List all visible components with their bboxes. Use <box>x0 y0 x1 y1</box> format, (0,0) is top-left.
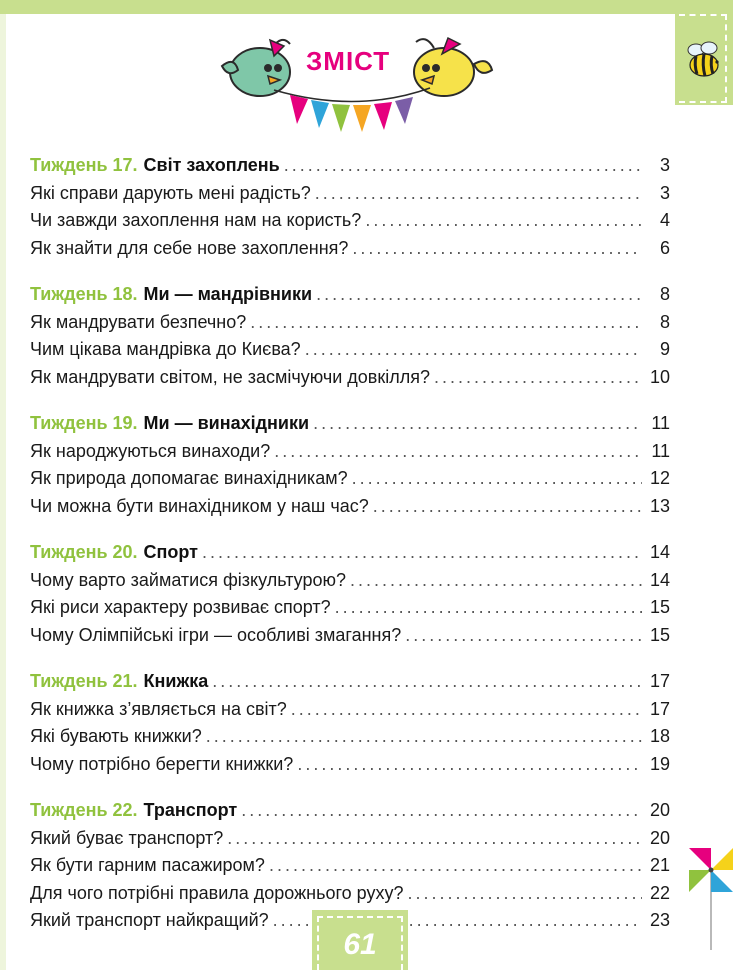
entry-text: Чи завжди захоплення нам на користь? <box>30 210 362 230</box>
entry-text: Який буває транспорт? <box>30 827 224 848</box>
toc-entry <box>30 309 670 337</box>
entry-text: Чому потрібно берегти книжки? <box>30 753 294 774</box>
entry-text: Чому варто займатися фізкультурою? <box>30 569 346 590</box>
page-ref: 17 <box>649 671 670 691</box>
toc-entry <box>30 723 670 751</box>
toc-week-heading <box>30 668 670 696</box>
toc-entry <box>30 235 670 263</box>
toc-entry <box>30 336 670 364</box>
page-ref: 19 <box>649 753 670 774</box>
entry-text: Як бути гарним пасажиром? <box>30 855 265 875</box>
dot-leader <box>269 852 642 880</box>
bee-icon <box>682 38 726 82</box>
week-label: Тиждень 18. <box>30 284 138 304</box>
page-frame-top <box>0 0 733 14</box>
toc-entry <box>30 594 670 622</box>
dot-leader <box>315 180 642 208</box>
toc-entry <box>30 825 670 853</box>
dot-leader <box>274 438 642 466</box>
page-ref: 15 <box>649 597 670 617</box>
page-ref: 17 <box>649 698 670 719</box>
toc-entry <box>30 880 670 908</box>
dot-leader <box>352 235 642 263</box>
page-ref: 14 <box>649 542 670 562</box>
dot-leader <box>297 751 642 779</box>
table-of-contents <box>30 152 670 935</box>
page-number: 61 <box>343 928 377 961</box>
entry-text: Як книжка з’являється на світ? <box>30 698 287 719</box>
page-ref: 8 <box>659 311 670 332</box>
page-ref: 6 <box>659 237 670 258</box>
toc-entry <box>30 438 670 466</box>
week-title: Ми — винахідники <box>143 413 310 433</box>
bird-right-icon <box>414 38 492 96</box>
page-ref: 8 <box>659 284 670 304</box>
page-ref: 11 <box>651 440 670 461</box>
entry-text: Чи можна бути винахідником у наш час? <box>30 495 369 516</box>
toc-entry <box>30 852 670 880</box>
page-ref: 4 <box>659 210 670 230</box>
dot-leader <box>434 364 642 392</box>
page-number-tab <box>312 910 408 970</box>
dot-leader <box>405 622 642 650</box>
dot-leader <box>313 410 642 438</box>
toc-entry <box>30 207 670 235</box>
entry-text: Як народжуються винаходи? <box>30 440 271 461</box>
page-ref: 20 <box>649 800 670 820</box>
dot-leader <box>206 723 642 751</box>
page-ref: 15 <box>649 624 670 645</box>
dot-leader <box>305 336 642 364</box>
toc-entry <box>30 364 670 392</box>
dot-leader <box>365 207 642 235</box>
week-title: Книжка <box>143 671 209 691</box>
toc-week-heading <box>30 539 670 567</box>
toc-entry <box>30 567 670 595</box>
entry-text: Які справи дарують мені радість? <box>30 182 311 203</box>
toc-entry <box>30 180 670 208</box>
dot-leader <box>284 152 642 180</box>
page-ref: 12 <box>649 468 670 488</box>
week-label: Тиждень 19. <box>30 413 138 433</box>
dot-leader <box>335 594 642 622</box>
header-illustration <box>212 26 502 142</box>
week-label: Тиждень 22. <box>30 800 138 820</box>
entry-text: Для чого потрібні правила дорожнього руху? <box>30 882 404 903</box>
dot-leader <box>407 880 642 908</box>
page-frame-left <box>0 0 6 970</box>
toc-week-heading <box>30 410 670 438</box>
toc-entry <box>30 622 670 650</box>
dot-leader <box>316 281 642 309</box>
toc-week-heading <box>30 152 670 180</box>
dot-leader <box>202 539 642 567</box>
entry-text: Чому Олімпійські ігри — особливі змагання? <box>30 624 402 645</box>
toc-entry <box>30 493 670 521</box>
toc-entry <box>30 696 670 724</box>
page-ref: 9 <box>659 339 670 359</box>
entry-text: Які риси характеру розвиває спорт? <box>30 597 331 617</box>
page-ref: 11 <box>651 413 670 433</box>
week-label: Тиждень 20. <box>30 542 138 562</box>
page-ref: 14 <box>649 569 670 590</box>
entry-text: Як мандрувати світом, не засмічуючи довкілля? <box>30 366 430 387</box>
toc-week-heading <box>30 797 670 825</box>
dot-leader <box>241 797 642 825</box>
dot-leader <box>350 567 642 595</box>
entry-text: Як природа допомагає винахідникам? <box>30 468 348 488</box>
page-ref: 23 <box>649 910 670 930</box>
dot-leader <box>373 493 642 521</box>
toc-week-heading <box>30 281 670 309</box>
entry-text: Які бувають книжки? <box>30 726 202 746</box>
week-title: Транспорт <box>143 800 238 820</box>
bird-left-icon <box>222 40 290 96</box>
page-ref: 18 <box>649 726 670 746</box>
week-title: Світ захоплень <box>143 155 280 175</box>
week-label: Тиждень 21. <box>30 671 138 691</box>
bunting-flags-icon <box>274 88 430 132</box>
dot-leader <box>227 825 642 853</box>
page-ref: 22 <box>649 882 670 903</box>
entry-text: Який транспорт найкращий? <box>30 910 269 930</box>
dot-leader <box>250 309 642 337</box>
entry-text: Як мандрувати безпечно? <box>30 311 247 332</box>
dot-leader <box>212 668 642 696</box>
page-ref: 3 <box>659 182 670 203</box>
page-ref: 20 <box>649 827 670 848</box>
page-ref: 10 <box>649 366 670 387</box>
dot-leader <box>352 465 642 493</box>
week-title: Ми — мандрівники <box>143 284 313 304</box>
page-title: ЗМІСТ <box>306 46 391 76</box>
entry-text: Чим цікава мандрівка до Києва? <box>30 339 301 359</box>
page-ref: 13 <box>649 495 670 516</box>
week-title: Спорт <box>143 542 198 562</box>
toc-entry <box>30 465 670 493</box>
pinwheel-icon <box>685 840 733 950</box>
dot-leader <box>291 696 642 724</box>
week-label: Тиждень 17. <box>30 155 138 175</box>
toc-entry <box>30 751 670 779</box>
page-ref: 21 <box>649 855 670 875</box>
page-ref: 3 <box>659 155 670 175</box>
entry-text: Як знайти для себе нове захоплення? <box>30 237 349 258</box>
